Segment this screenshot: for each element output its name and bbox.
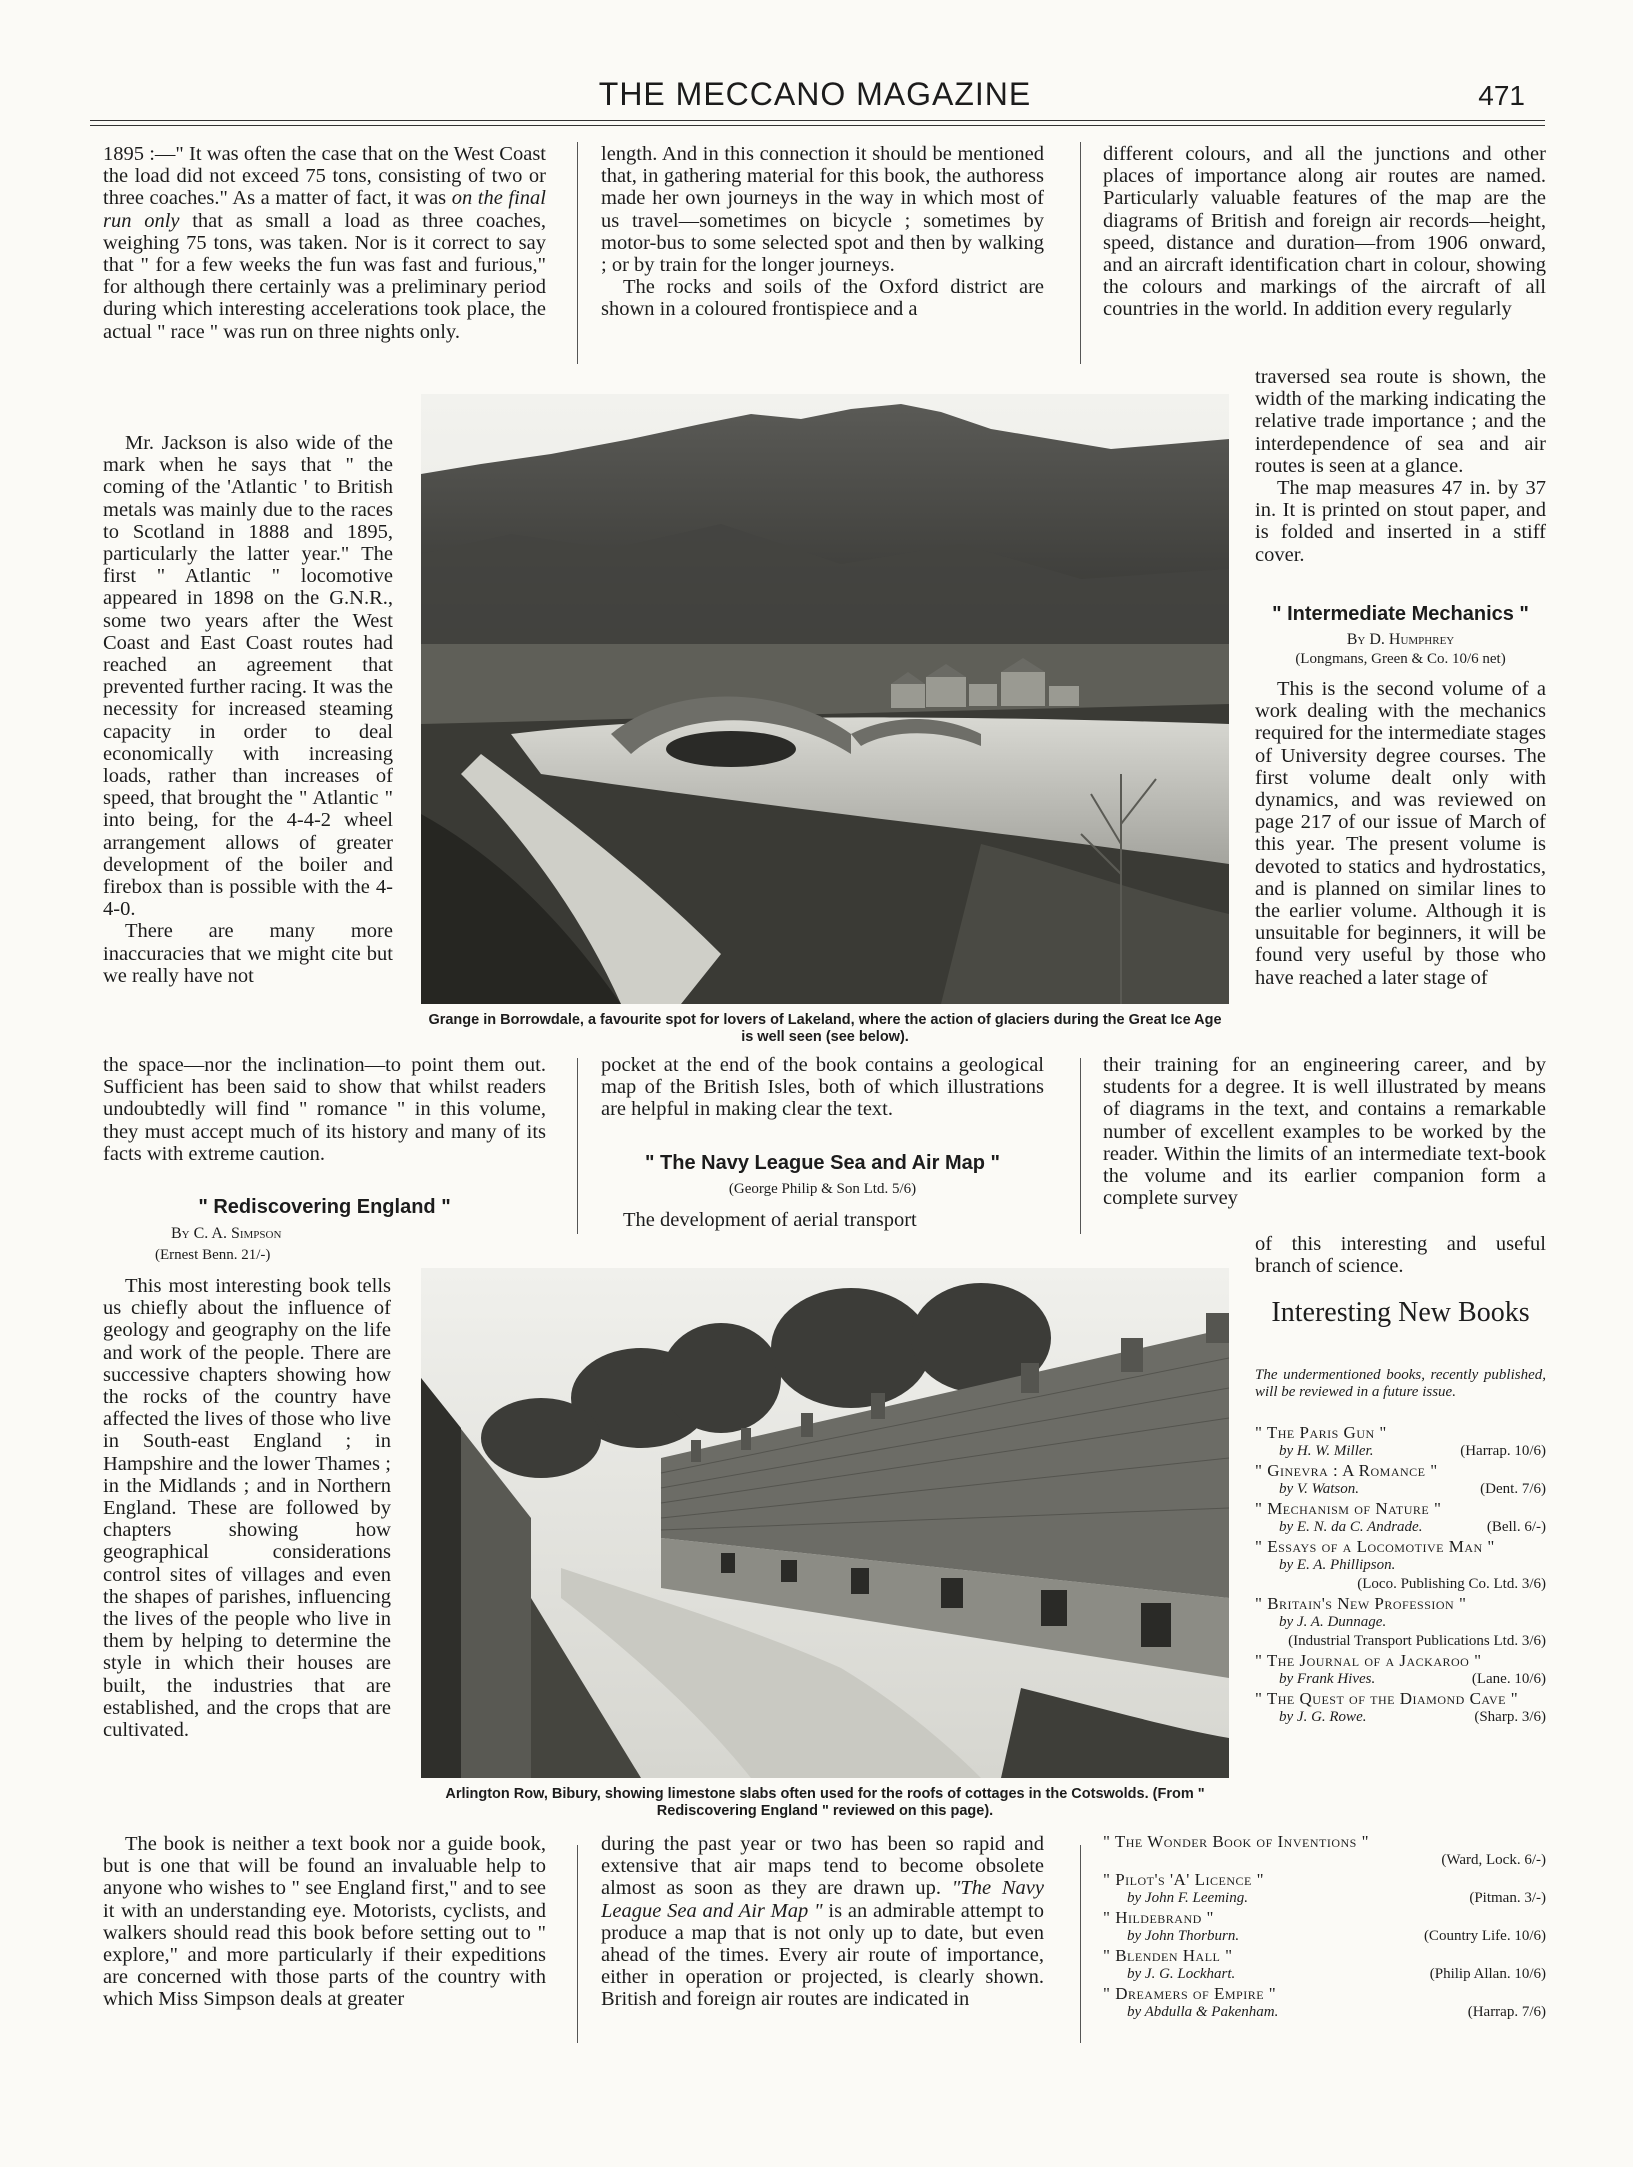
book-title: " The Quest of the Diamond Cave " [1255, 1689, 1519, 1708]
book-publisher: (Philip Allan. 10/6) [1429, 1966, 1546, 1982]
book-item [1255, 1537, 1546, 1594]
text-span: is an admirable attempt to produce a map that is not only up to date, but even ahead of the times. Every air route of importance, either in operation or projected, is clearly shown. British and foreign air routes are indicated in [601, 1899, 1044, 2011]
paragraph: pocket at the end of the book contains a geological map of the British Isles, both of which illustrations are helpful in making clear the text. [601, 1054, 1044, 1121]
header-rule-top [90, 120, 1545, 121]
column-divider [1080, 142, 1081, 364]
book-author: by Frank Hives. [1279, 1671, 1376, 1687]
book-title: " Blenden Hall " [1103, 1946, 1233, 1965]
paragraph: This is the second volume of a work dealing with the mechanics required for the intermediate stages of University degree courses. The first volume dealt only with dynamics, and was reviewed on page 217 of our issue of March of this year. The present volume is devoted to statics and hydrostatics, and is planned on similar lines to the earlier volume. Although it is unsuitable for beginners, it will be found very useful by those who have reached a later stage of [1255, 678, 1546, 989]
col2-text-mid [601, 1054, 1044, 1144]
column-divider [577, 1058, 578, 1234]
book-item [1255, 1651, 1546, 1689]
review-title-navy-league-map: " The Navy League Sea and Air Map " [645, 1152, 1000, 1174]
book-author: by J. A. Dunnage. [1279, 1614, 1387, 1630]
col1-text-narrow-2 [103, 1275, 391, 1830]
header-rule-bottom [90, 125, 1545, 126]
book-title: " Ginevra : A Romance " [1255, 1461, 1438, 1480]
book-publisher: (Dent. 7/6) [1480, 1481, 1546, 1497]
text-span: 1895 :—" It was often the case that on the West Coast the load did not exceed 75 tons, consisting of two or three coaches." As a matter of fact, it was [103, 143, 546, 210]
col1-text-narrow [103, 432, 393, 1027]
book-publisher: (Sharp. 3/6) [1474, 1709, 1546, 1725]
book-publisher: (Lane. 10/6) [1471, 1671, 1546, 1687]
paragraph: the space—nor the inclination—to point them out. Sufficient has been said to show that whilst readers undoubtedly will find " romance " in this volume, they must accept much of its history and many of its facts with extreme caution. [103, 1054, 546, 1165]
col3-text-mid-2 [1255, 1233, 1546, 1281]
book-publisher: (Loco. Publishing Co. Ltd. 3/6) [1357, 1576, 1546, 1592]
review-publisher: (Ernest Benn. 21/-) [155, 1247, 271, 1263]
book-author: by J. G. Lockhart. [1127, 1966, 1236, 1982]
col3-text-mid [1103, 1054, 1546, 1256]
cottages-illustration [421, 1268, 1229, 1778]
book-item [1255, 1461, 1546, 1499]
paragraph: The map measures 47 in. by 37 in. It is printed on stout paper, and is folded and inserted in a stiff cover. [1255, 477, 1546, 566]
paragraph: traversed sea route is shown, the width of the marking indicating the relative trade importance ; and the interdependence of sea and air routes is seen at a glance. [1255, 366, 1546, 477]
book-author: by John F. Leeming. [1127, 1890, 1248, 1906]
book-publisher: (Industrial Transport Publications Ltd. 3/6) [1288, 1633, 1546, 1649]
col1-text-bottom [103, 1833, 546, 2058]
column-divider [577, 142, 578, 364]
book-title: " Britain's New Profession " [1255, 1594, 1467, 1613]
landscape-illustration [421, 394, 1229, 1004]
paragraph: length. And in this connection it should be mentioned that, in gathering material for this book, the authoress made her own journeys in the way in which most of us travel—sometimes on bicycle ; sometimes by motor-bus to some selected spot and then by walking ; or by train for the longer journeys. [601, 143, 1044, 277]
text-span: during the past year or two has been so rapid and extensive that air maps tend to become obsolete almost as soon as they are drawn up. [601, 1833, 1044, 1900]
paragraph: their training for an engineering career, and by students for a degree. It is well illustrated by means of diagrams in the text, and contains a remarkable number of excellent examples to be worked by the reader. Within the limits of an intermediate text-book the volume and its earlier companion form a complete survey [1103, 1054, 1546, 1210]
paragraph: of this interesting and useful branch of science. [1255, 1233, 1546, 1278]
paragraph: This most interesting book tells us chiefly about the influence of geology and geography on the life and work of the people. There are successive chapters showing how the rocks of the country have affected the lives of those who live in South-east England ; in Hampshire and the lower Thames ; in the Midlands ; and in Northern England. These are followed by chapters showing how geographical considerations control sites of villages and even the shapes of parishes, influencing the lives of the people who live in them by helping to determine the style in which their houses are built, the industries that are established, and the crops that are cultivated. [103, 1275, 391, 1742]
book-author: by E. A. Phillipson. [1279, 1557, 1396, 1573]
photo-grange-caption: Grange in Borrowdale, a favourite spot for lovers of Lakeland, where the action of glaciers during the Great Ice Age is well seen (see below). [428, 1012, 1222, 1045]
book-author: by E. N. da C. Andrade. [1279, 1519, 1423, 1535]
book-author: by V. Watson. [1279, 1481, 1360, 1497]
books-list [1255, 1423, 1546, 1727]
col1-text-top [103, 143, 546, 396]
review-byline [103, 1225, 411, 1243]
book-title: " Dreamers of Empire " [1103, 1984, 1277, 2003]
book-author: by John Thorburn. [1127, 1928, 1240, 1944]
review-title-intermediate-mechanics: " Intermediate Mechanics " [1272, 603, 1529, 625]
photo-grange-borrowdale [421, 394, 1229, 1004]
book-item [1103, 1946, 1546, 1984]
book-item [1103, 1832, 1546, 1870]
book-publisher: (Ward, Lock. 6/-) [1441, 1852, 1546, 1868]
paragraph [601, 1833, 1044, 2011]
column-divider [1080, 1845, 1081, 2043]
review-publisher: (George Philip & Son Ltd. 5/6) [728, 1181, 917, 1197]
paragraph: The rocks and soils of the Oxford district are shown in a coloured frontispiece and a [601, 276, 1044, 321]
emphasis: on the final run only [103, 187, 546, 232]
col2-text-top [601, 143, 1044, 368]
books-box-intro: The undermentioned books, recently published, will be reviewed in a future issue. [1255, 1367, 1546, 1400]
col3-text-top [1103, 143, 1546, 368]
book-title: " The Journal of a Jackaroo " [1255, 1651, 1482, 1670]
book-title: " The Paris Gun " [1255, 1423, 1387, 1442]
magazine-title: THE MECCANO MAGAZINE [598, 76, 1032, 112]
book-author: by J. G. Rowe. [1279, 1709, 1367, 1725]
book-title: " Hildebrand " [1103, 1908, 1214, 1927]
book-item [1103, 1908, 1546, 1946]
book-item [1255, 1423, 1546, 1461]
book-publisher: (Country Life. 10/6) [1423, 1928, 1546, 1944]
col3-text-narrow-2 [1255, 678, 1546, 1058]
books-list-wide [1103, 1832, 1546, 2022]
book-author: by Abdulla & Pakenham. [1127, 2004, 1279, 2020]
book-publisher: (Harrap. 7/6) [1467, 2004, 1546, 2020]
book-item [1255, 1594, 1546, 1651]
book-publisher: (Bell. 6/-) [1486, 1519, 1546, 1535]
photo-arlington-caption: Arlington Row, Bibury, showing limestone slabs often used for the roofs of cottages in the Cotswolds. (From " Rediscovering England " reviewed on this page). [445, 1786, 1205, 1819]
review-publisher: (Longmans, Green & Co. 10/6 net) [1295, 651, 1506, 667]
emphasis: "The Navy League Sea and Air Map " [601, 1877, 1044, 1922]
book-author: by H. W. Miller. [1279, 1443, 1374, 1459]
paragraph: different colours, and all the junctions and other places of importance along air routes are named. Particularly valuable features of the map are the diagrams of British and foreign air records—height, speed, distance and duration—from 1906 onward, and an aircraft identification chart in colour, showing the colours and markings of the aircraft of all countries in the world. In addition every regularly [1103, 143, 1546, 321]
book-item [1255, 1499, 1546, 1537]
book-title: " The Wonder Book of Inventions " [1103, 1832, 1370, 1851]
paragraph: There are many more inaccuracies that we might cite but we really have not [103, 920, 393, 987]
book-title: " Mechanism of Nature " [1255, 1499, 1442, 1518]
review-byline [1255, 631, 1546, 649]
paragraph: The book is neither a text book nor a guide book, but is one that will be found an invaluable help to anyone who wishes to " see England first," and to see it with an understanding eye. Motorists, cyclists, and walkers should read this book before setting out to " explore," and more particularly if their expeditions are concerned with those parts of the country with which Miss Simpson deals at greater [103, 1833, 546, 2011]
text-span: that as small a load as three coaches, weighing 75 tons, was taken. Nor is it correct to say that " for a few weeks the fun was fast and furious," for although there certainly was a preliminary period during which interesting accelerations took place, the actual " race " was run on three nights only. [103, 209, 546, 343]
col2-text-mid-2 [601, 1209, 1044, 1233]
book-title: " Essays of a Locomotive Man " [1255, 1537, 1495, 1556]
review-title-rediscovering-england: " Rediscovering England " [198, 1196, 451, 1218]
book-publisher: (Pitman. 3/-) [1469, 1890, 1546, 1906]
paragraph: Mr. Jackson is also wide of the mark when he says that " the coming of the 'Atlantic ' to British metals was mainly due to the races to Scotland in 1888 and 1895, particularly the latter year." The first " Atlantic " locomotive appeared in 1898 on the G.N.R., some two years after the West Coast and East Coast routes had reached an agreement that prevented further racing. It was the necessity for increased steaming capacity in order to deal economically with increasing loads, rather than increases of speed, that brought the " Atlantic " into being, for the 4-4-2 wheel arrangement allows of greater development of the boiler and firebox than is possible with the 4-4-0. [103, 432, 393, 921]
column-divider [1080, 1058, 1081, 1234]
book-title: " Pilot's 'A' Licence " [1103, 1870, 1265, 1889]
col3-text-narrow [1255, 366, 1546, 591]
book-item [1103, 1984, 1546, 2022]
book-item [1103, 1870, 1546, 1908]
column-divider [577, 1845, 578, 2043]
books-box-title: Interesting New Books [1271, 1297, 1530, 1328]
paragraph [103, 143, 546, 343]
photo-arlington-row [421, 1268, 1229, 1778]
masthead [85, 72, 1545, 124]
paragraph: The development of aerial transport [623, 1209, 917, 1231]
col2-text-bottom [601, 1833, 1044, 2058]
col1-text-mid [103, 1054, 546, 1189]
author-name: By C. A. Simpson [171, 1225, 282, 1242]
book-publisher: (Harrap. 10/6) [1460, 1443, 1546, 1459]
author-name: By D. Humphrey [1346, 631, 1455, 648]
book-item [1255, 1689, 1546, 1727]
page-number: 471 [1478, 80, 1525, 111]
